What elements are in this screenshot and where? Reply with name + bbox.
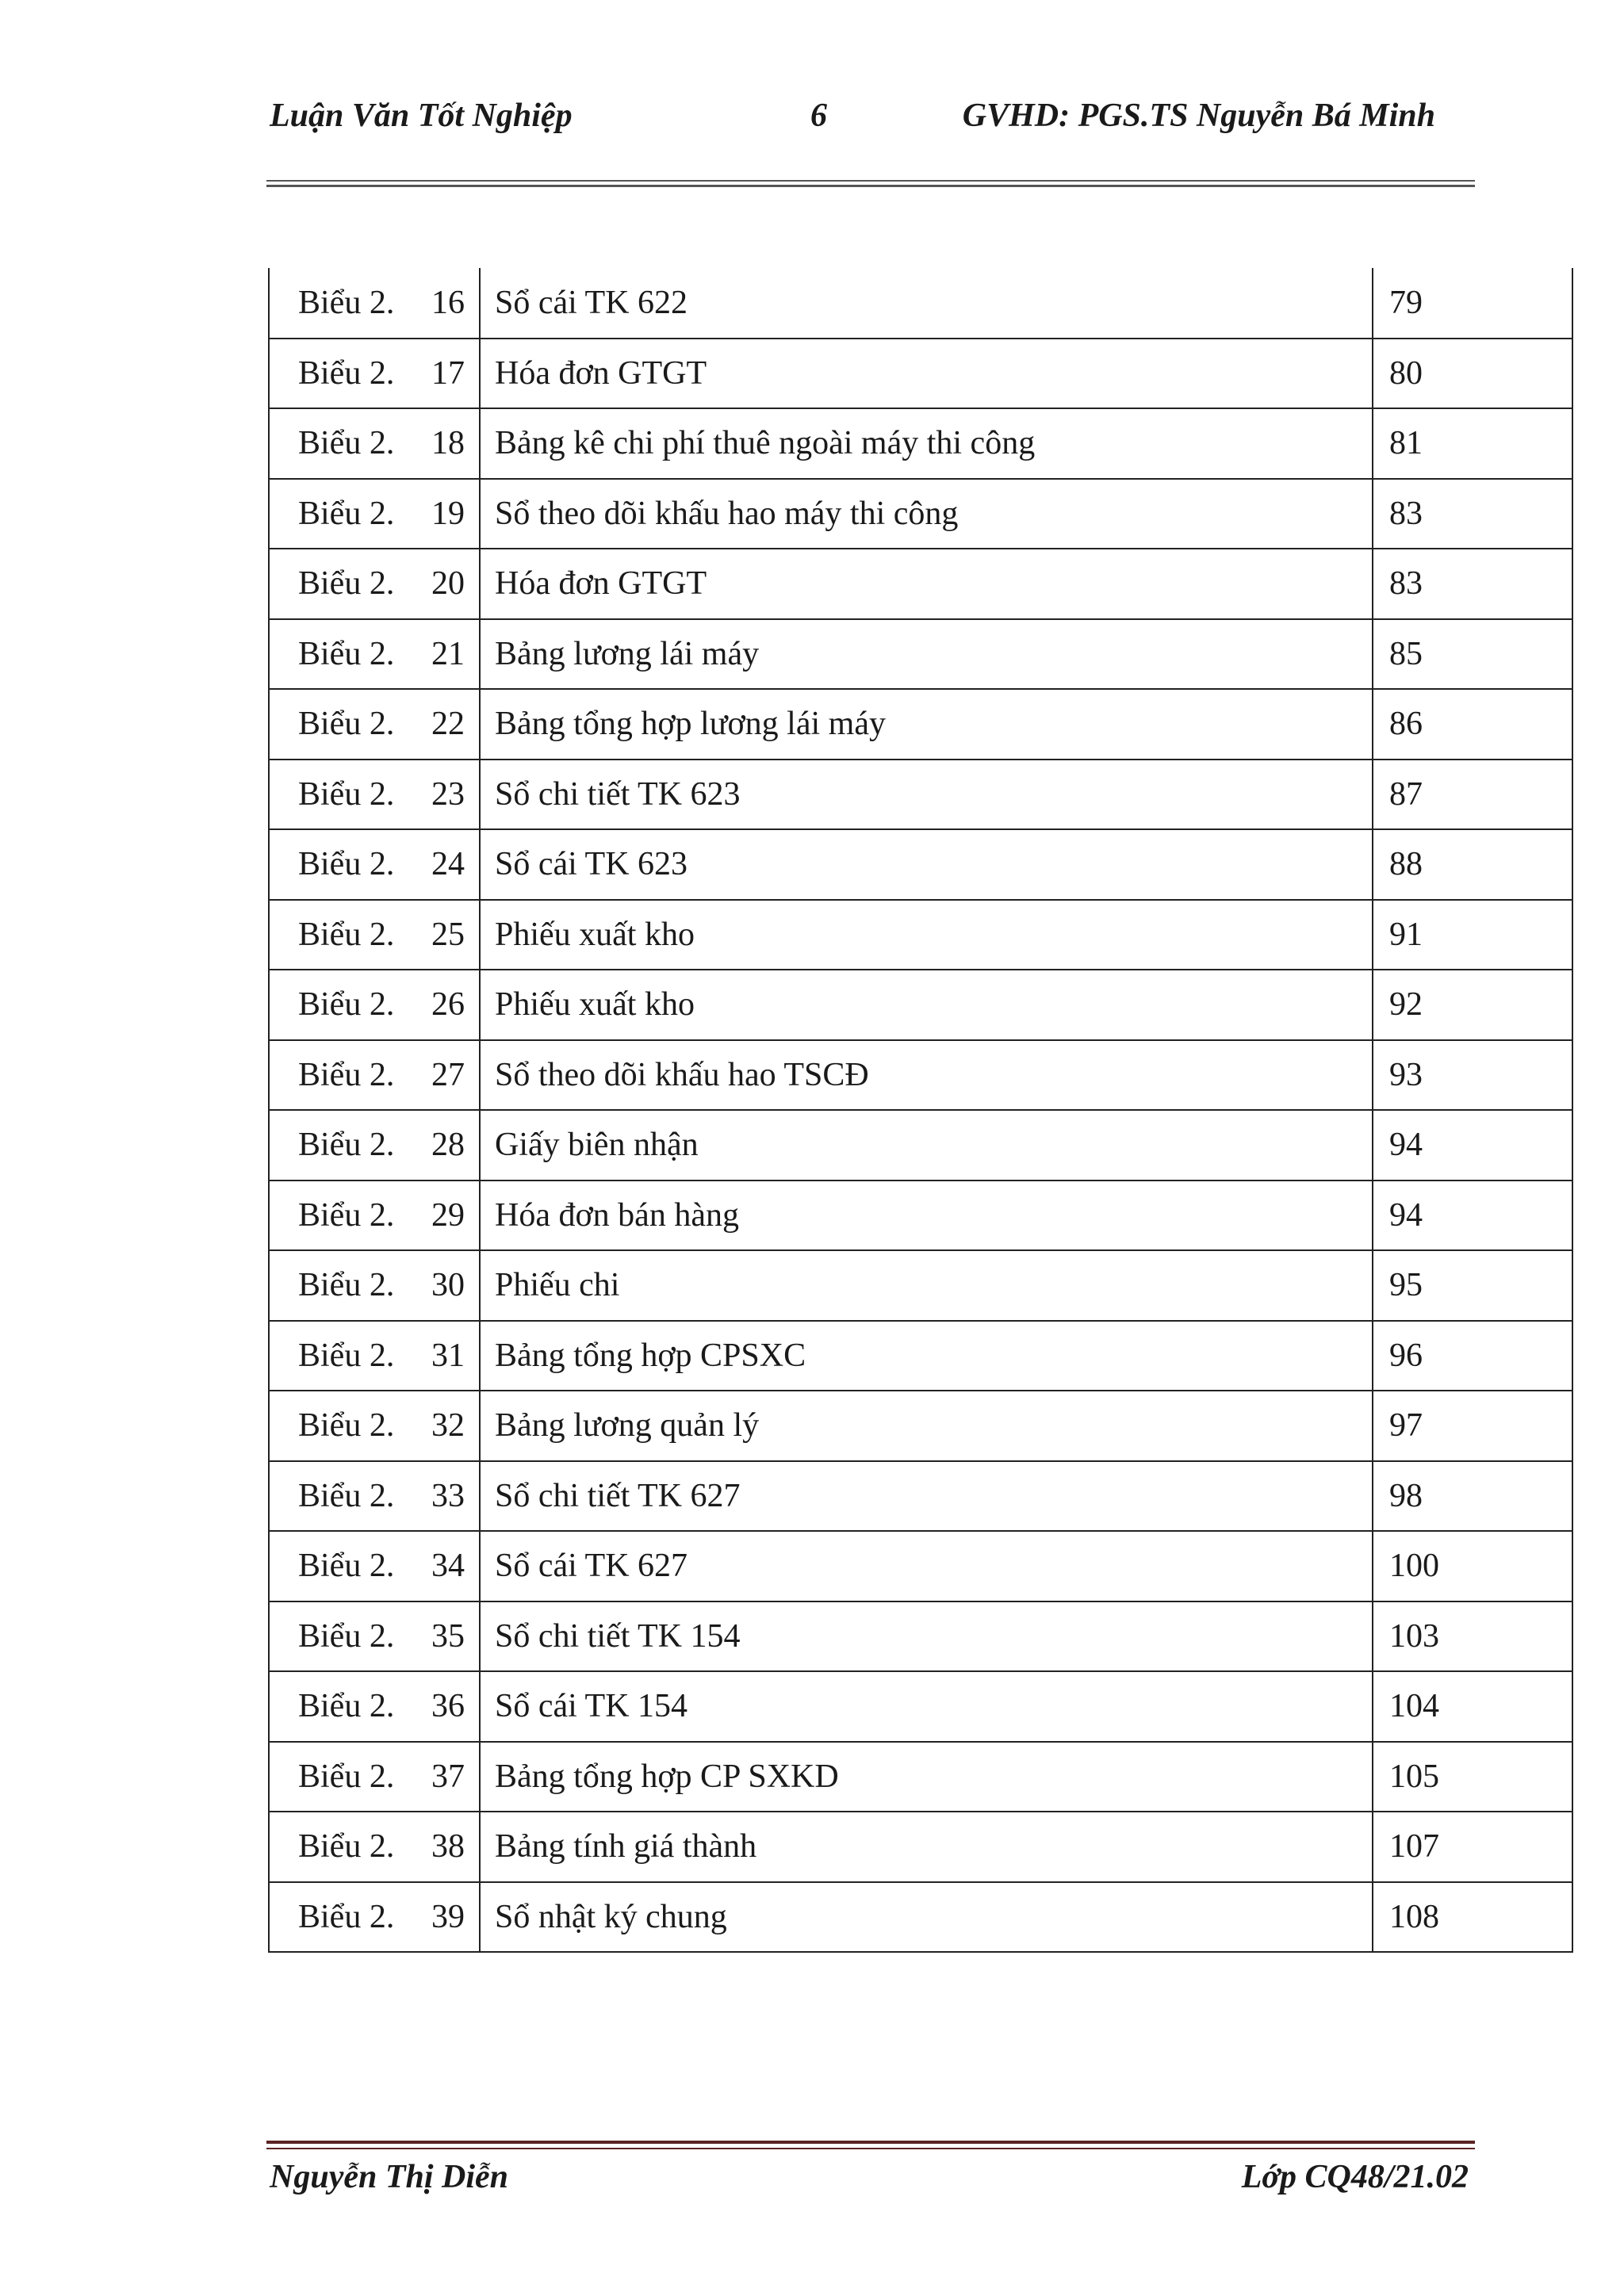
figure-number: 37 — [431, 1758, 465, 1795]
figure-title: Sổ chi tiết TK 154 — [480, 1601, 1373, 1672]
figure-number: 18 — [431, 425, 465, 462]
table-row — [269, 760, 1572, 830]
table-row — [269, 1742, 1572, 1812]
table-row — [269, 1601, 1572, 1672]
figure-title: Sổ cái TK 622 — [480, 268, 1373, 339]
figure-label-cell — [269, 970, 480, 1040]
page-number: 6 — [810, 98, 827, 134]
table-row — [269, 689, 1572, 760]
table-row — [269, 1461, 1572, 1532]
figure-page: 97 — [1373, 1391, 1572, 1461]
table-row — [269, 829, 1572, 900]
figure-page: 79 — [1373, 268, 1572, 339]
figure-label-prefix: Biểu 2. — [298, 1196, 395, 1234]
figure-list-table — [268, 268, 1573, 1953]
figure-page: 95 — [1373, 1250, 1572, 1321]
figure-title: Sổ theo dõi khấu hao TSCĐ — [480, 1040, 1373, 1111]
figure-title: Sổ chi tiết TK 623 — [480, 760, 1373, 830]
figure-page: 85 — [1373, 619, 1572, 690]
figure-label-prefix: Biểu 2. — [298, 986, 395, 1024]
figure-page: 83 — [1373, 479, 1572, 549]
figure-title: Bảng tổng hợp CP SXKD — [480, 1742, 1373, 1812]
figure-label-prefix: Biểu 2. — [298, 1828, 395, 1866]
table-row — [269, 619, 1572, 690]
figure-page: 100 — [1373, 1531, 1572, 1601]
figure-label-cell — [269, 1250, 480, 1321]
figure-number: 33 — [431, 1477, 465, 1514]
figure-number: 20 — [431, 565, 465, 603]
figure-label-prefix: Biểu 2. — [298, 1337, 395, 1374]
figure-label-cell — [269, 1321, 480, 1391]
figure-label-prefix: Biểu 2. — [298, 1688, 395, 1725]
table-row — [269, 1040, 1572, 1111]
table-row — [269, 1531, 1572, 1601]
figure-title: Bảng kê chi phí thuê ngoài máy thi công — [480, 408, 1373, 479]
figure-title: Bảng tổng hợp CPSXC — [480, 1321, 1373, 1391]
figure-page: 96 — [1373, 1321, 1572, 1391]
figure-number: 16 — [431, 284, 465, 321]
table-row — [269, 1181, 1572, 1251]
figure-label-cell — [269, 1882, 480, 1953]
table-row — [269, 1391, 1572, 1461]
figure-page: 83 — [1373, 549, 1572, 619]
figure-page: 80 — [1373, 339, 1572, 409]
figure-title: Hóa đơn GTGT — [480, 339, 1373, 409]
figure-number: 25 — [431, 916, 465, 953]
figure-page: 103 — [1373, 1601, 1572, 1672]
figure-title: Phiếu chi — [480, 1250, 1373, 1321]
figure-label-prefix: Biểu 2. — [298, 1267, 395, 1304]
figure-label-prefix: Biểu 2. — [298, 1407, 395, 1445]
table-row — [269, 1250, 1572, 1321]
figure-page: 87 — [1373, 760, 1572, 830]
figure-label-cell — [269, 1461, 480, 1532]
figure-page: 108 — [1373, 1882, 1572, 1953]
figure-label-prefix: Biểu 2. — [298, 916, 395, 953]
figure-number: 34 — [431, 1548, 465, 1585]
table-row — [269, 549, 1572, 619]
figure-title: Sổ cái TK 154 — [480, 1671, 1373, 1742]
figure-number: 32 — [431, 1407, 465, 1445]
figure-title: Sổ nhật ký chung — [480, 1882, 1373, 1953]
figure-label-cell — [269, 549, 480, 619]
table-row — [269, 1812, 1572, 1882]
figure-title: Sổ cái TK 623 — [480, 829, 1373, 900]
figure-label-cell — [269, 1601, 480, 1672]
figure-label-cell — [269, 1391, 480, 1461]
figure-title: Bảng lương quản lý — [480, 1391, 1373, 1461]
table-row — [269, 339, 1572, 409]
figure-page: 86 — [1373, 689, 1572, 760]
figure-number: 30 — [431, 1267, 465, 1304]
figure-label-prefix: Biểu 2. — [298, 1127, 395, 1164]
figure-title: Phiếu xuất kho — [480, 900, 1373, 970]
figure-page: 91 — [1373, 900, 1572, 970]
figure-label-cell — [269, 689, 480, 760]
figure-page: 81 — [1373, 408, 1572, 479]
thesis-title: Luận Văn Tốt Nghiệp — [270, 98, 573, 134]
figure-title: Phiếu xuất kho — [480, 970, 1373, 1040]
figure-label-prefix: Biểu 2. — [298, 354, 395, 392]
figure-label-prefix: Biểu 2. — [298, 1898, 395, 1935]
figure-label-cell — [269, 268, 480, 339]
figure-label-prefix: Biểu 2. — [298, 565, 395, 603]
footer-divider — [266, 2141, 1475, 2149]
figure-number: 24 — [431, 846, 465, 883]
figure-label-prefix: Biểu 2. — [298, 1477, 395, 1514]
figure-page: 105 — [1373, 1742, 1572, 1812]
supervisor-label: GVHD: PGS.TS Nguyễn Bá Minh — [962, 98, 1435, 134]
figure-title: Sổ cái TK 627 — [480, 1531, 1373, 1601]
figure-number: 27 — [431, 1056, 465, 1093]
figure-label-cell — [269, 619, 480, 690]
figure-label-cell — [269, 408, 480, 479]
table-row — [269, 479, 1572, 549]
figure-label-prefix: Biểu 2. — [298, 284, 395, 321]
figure-label-cell — [269, 1040, 480, 1111]
figure-number: 21 — [431, 635, 465, 672]
figure-number: 26 — [431, 986, 465, 1024]
figure-number: 23 — [431, 775, 465, 813]
figure-title: Hóa đơn GTGT — [480, 549, 1373, 619]
figure-label-cell — [269, 1531, 480, 1601]
table-row — [269, 1671, 1572, 1742]
figure-label-prefix: Biểu 2. — [298, 846, 395, 883]
page-header — [270, 97, 1435, 144]
figure-label-cell — [269, 339, 480, 409]
header-divider — [266, 180, 1475, 187]
figure-label-cell — [269, 479, 480, 549]
figure-page: 104 — [1373, 1671, 1572, 1742]
figure-label-cell — [269, 1110, 480, 1181]
figure-title: Bảng tổng hợp lương lái máy — [480, 689, 1373, 760]
figure-number: 36 — [431, 1688, 465, 1725]
figure-label-prefix: Biểu 2. — [298, 775, 395, 813]
figure-page: 93 — [1373, 1040, 1572, 1111]
figure-list-body — [269, 268, 1572, 1952]
figure-label-prefix: Biểu 2. — [298, 495, 395, 532]
figure-number: 17 — [431, 354, 465, 392]
table-row — [269, 1321, 1572, 1391]
figure-title: Hóa đơn bán hàng — [480, 1181, 1373, 1251]
figure-title: Bảng lương lái máy — [480, 619, 1373, 690]
figure-number: 29 — [431, 1196, 465, 1234]
table-row — [269, 1110, 1572, 1181]
figure-label-prefix: Biểu 2. — [298, 706, 395, 743]
figure-number: 38 — [431, 1828, 465, 1866]
figure-title: Sổ chi tiết TK 627 — [480, 1461, 1373, 1532]
table-row — [269, 268, 1572, 339]
figure-title: Giấy biên nhận — [480, 1110, 1373, 1181]
figure-label-prefix: Biểu 2. — [298, 1056, 395, 1093]
figure-page: 98 — [1373, 1461, 1572, 1532]
figure-title: Sổ theo dõi khấu hao máy thi công — [480, 479, 1373, 549]
figure-label-cell — [269, 1812, 480, 1882]
figure-label-prefix: Biểu 2. — [298, 1758, 395, 1795]
page-footer — [270, 2158, 1469, 2206]
figure-label-prefix: Biểu 2. — [298, 1548, 395, 1585]
figure-number: 31 — [431, 1337, 465, 1374]
class-code: Lớp CQ48/21.02 — [1241, 2159, 1469, 2195]
figure-label-prefix: Biểu 2. — [298, 1617, 395, 1655]
figure-number: 19 — [431, 495, 465, 532]
table-row — [269, 900, 1572, 970]
table-row — [269, 1882, 1572, 1953]
table-row — [269, 408, 1572, 479]
figure-label-cell — [269, 1742, 480, 1812]
figure-number: 35 — [431, 1617, 465, 1655]
figure-page: 88 — [1373, 829, 1572, 900]
figure-number: 28 — [431, 1127, 465, 1164]
figure-page: 107 — [1373, 1812, 1572, 1882]
figure-label-prefix: Biểu 2. — [298, 425, 395, 462]
figure-page: 94 — [1373, 1110, 1572, 1181]
figure-page: 92 — [1373, 970, 1572, 1040]
figure-page: 94 — [1373, 1181, 1572, 1251]
author-name: Nguyễn Thị Diễn — [270, 2159, 509, 2195]
figure-label-prefix: Biểu 2. — [298, 635, 395, 672]
figure-label-cell — [269, 1181, 480, 1251]
figure-label-cell — [269, 900, 480, 970]
figure-number: 39 — [431, 1898, 465, 1935]
figure-label-cell — [269, 829, 480, 900]
figure-title: Bảng tính giá thành — [480, 1812, 1373, 1882]
figure-number: 22 — [431, 706, 465, 743]
figure-label-cell — [269, 760, 480, 830]
figure-label-cell — [269, 1671, 480, 1742]
table-row — [269, 970, 1572, 1040]
